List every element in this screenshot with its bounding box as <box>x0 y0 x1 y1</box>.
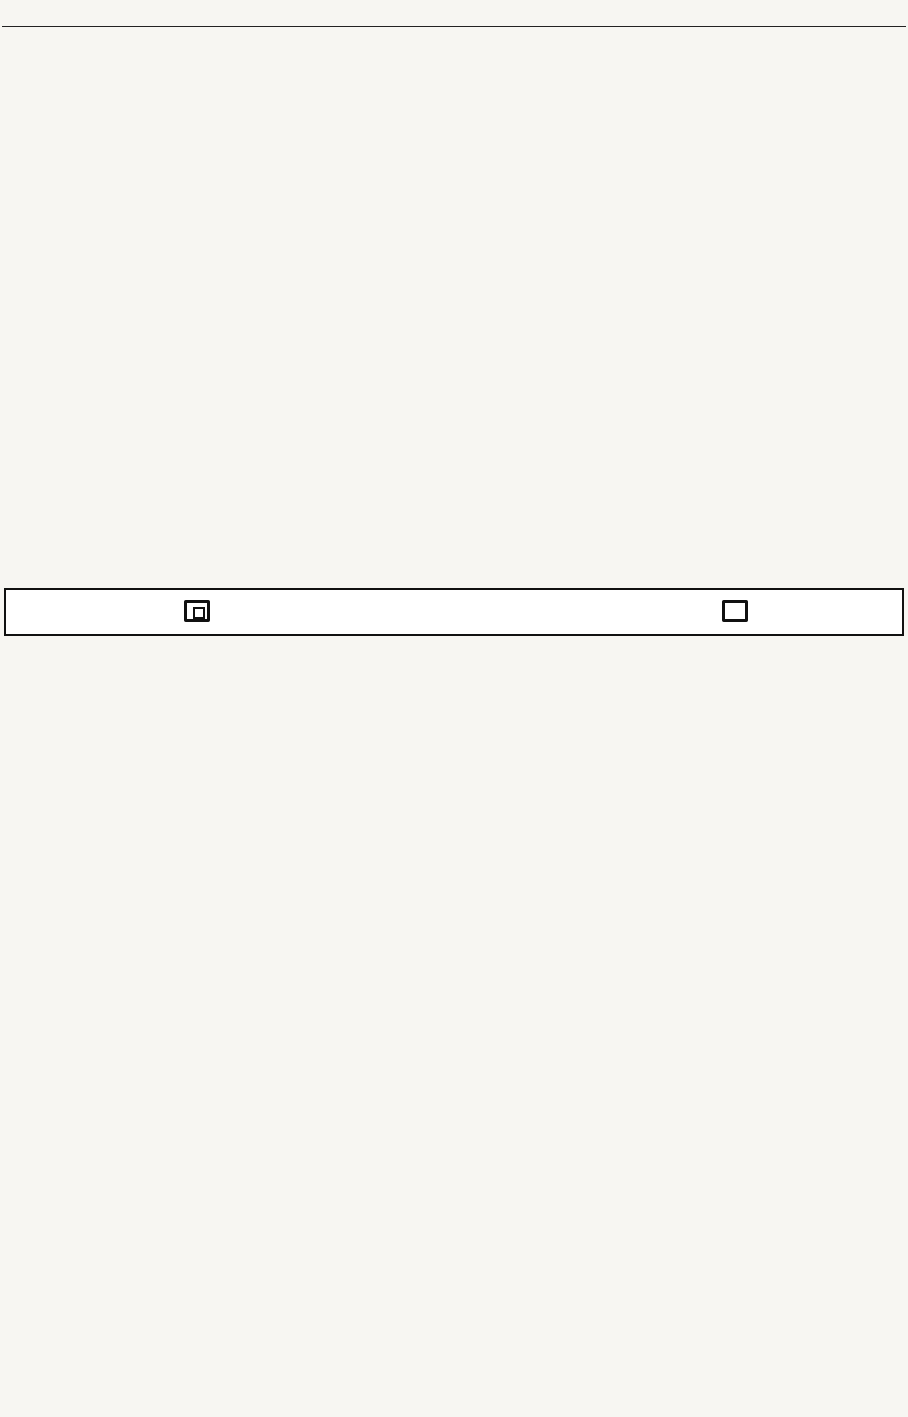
help-wanted-section <box>2 26 906 584</box>
service-directory-section <box>2 640 906 1417</box>
masthead <box>0 0 908 26</box>
house-icon <box>184 600 210 622</box>
home-service-guide-banner <box>4 588 904 636</box>
house-icon <box>722 600 748 622</box>
